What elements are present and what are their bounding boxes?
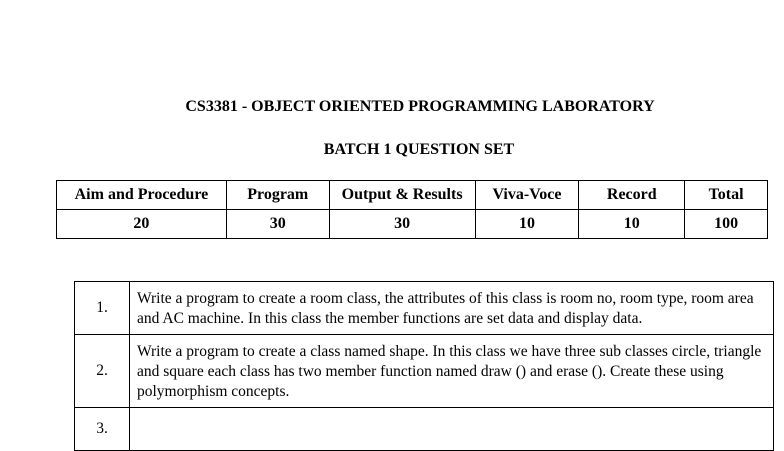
- question-row: [75, 282, 774, 335]
- marks-column-total: Total: [685, 181, 768, 210]
- marks-value-viva: 10: [475, 210, 579, 239]
- marks-value-output: 30: [329, 210, 475, 239]
- question-row: [75, 335, 774, 408]
- marks-value-program: 30: [226, 210, 329, 239]
- question-text: Write a program to create a class named shape. In this class we have three sub classes circle, triangle and square each class has two member function named draw () and erase (). Create these using polymorphism concepts.: [130, 335, 774, 408]
- marks-table: [56, 180, 768, 239]
- marks-value-record: 10: [579, 210, 685, 239]
- question-row: [75, 408, 774, 451]
- marks-value-aim: 20: [57, 210, 227, 239]
- marks-value-total: 100: [685, 210, 768, 239]
- marks-column-output: Output & Results: [329, 181, 475, 210]
- course-title: CS3381 - OBJECT ORIENTED PROGRAMMING LABORATORY: [185, 98, 655, 115]
- marks-column-record: Record: [579, 181, 685, 210]
- question-text: Write a program to create a room class, the attributes of this class is room no, room type, room area and AC machine. In this class the member functions are set data and display data.: [130, 282, 774, 335]
- questions-table: [74, 281, 774, 451]
- marks-values-row: [57, 210, 768, 239]
- question-number: 1.: [75, 282, 130, 335]
- question-set-title: BATCH 1 QUESTION SET: [323, 141, 515, 158]
- question-number: 3.: [75, 408, 130, 451]
- marks-header-row: [57, 181, 768, 210]
- marks-column-viva: Viva-Voce: [475, 181, 579, 210]
- question-number: 2.: [75, 335, 130, 408]
- question-text: [130, 408, 774, 451]
- marks-column-program: Program: [226, 181, 329, 210]
- marks-column-aim: Aim and Procedure: [57, 181, 227, 210]
